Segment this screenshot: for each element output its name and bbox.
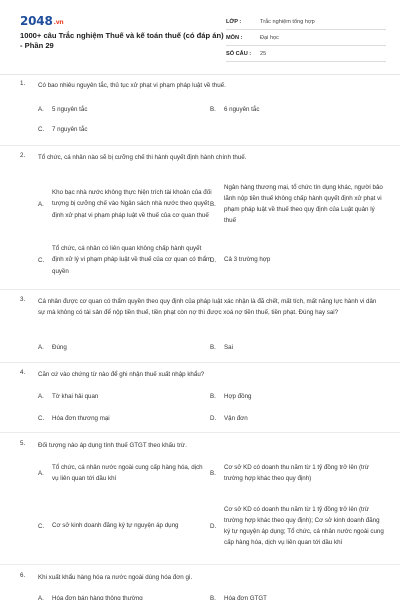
option-text: Hóa đơn GTGT: [224, 595, 267, 600]
option-d[interactable]: [210, 240, 386, 280]
option-letter: B.: [210, 595, 216, 600]
option-letter: A.: [38, 200, 44, 208]
option-text: Cơ sở KD có doanh thu năm từ 1 tỷ đồng trở lên (trừ trường hợp khác theo quy định); Cơ sở kinh doanh đăng ký tự nguyện áp dụng; Tổ chức, cá nhân nước ngoài cung cấp hàng hóa, dịch vụ liên quan tới dầu khí: [224, 505, 384, 547]
option-letter: C.: [38, 256, 45, 264]
option-b[interactable]: [210, 342, 382, 353]
question-text: Đối tượng nào áp dụng tính thuế GTGT theo khấu trừ.: [38, 442, 187, 449]
option-text: Vận đơn: [224, 415, 248, 422]
question-divider: [0, 564, 400, 565]
meta-value: 25: [260, 50, 267, 57]
question-divider: [0, 362, 400, 363]
question-1: [20, 80, 386, 140]
option-letter: C.: [38, 415, 45, 423]
option-letter: B.: [210, 469, 216, 477]
site-logo[interactable]: [20, 14, 63, 28]
document-title: 1000+ câu Trắc nghiệm Thuế và kế toán thuế (có đáp án) - Phần 29: [20, 31, 224, 50]
option-a[interactable]: [38, 172, 213, 236]
option-text: Đúng: [52, 344, 67, 351]
question-number: 6.: [20, 572, 26, 579]
option-text: 5 nguyên tắc: [52, 106, 88, 113]
option-text: Hóa đơn thương mại: [52, 415, 110, 422]
question-number: 4.: [20, 369, 26, 376]
meta-row-subject: [226, 30, 386, 46]
header-divider: [0, 74, 400, 75]
option-text: Cả 3 trường hợp: [224, 256, 271, 264]
option-b[interactable]: [210, 391, 382, 402]
option-letter: D.: [210, 522, 217, 530]
option-letter: D.: [210, 415, 217, 423]
option-letter: A.: [38, 595, 44, 600]
meta-key: SỐ CÂU :: [226, 50, 252, 57]
option-letter: B.: [210, 393, 216, 401]
option-text: Hóa đơn bán hàng thông thường: [52, 595, 143, 600]
option-a[interactable]: [38, 593, 210, 600]
question-5: [20, 440, 386, 560]
option-text: Sai: [224, 344, 233, 351]
option-text: Cơ sở kinh doanh đăng ký tự nguyện áp dụng: [52, 522, 179, 530]
option-letter: C.: [38, 126, 45, 134]
question-text: Tổ chức, cá nhân nào sẽ bị cưỡng chế thi hành quyết định hành chính thuế.: [38, 154, 247, 161]
question-number: 1.: [20, 80, 26, 87]
option-letter: C.: [38, 522, 45, 530]
option-letter: D.: [210, 256, 217, 264]
option-letter: B.: [210, 106, 216, 114]
option-a[interactable]: [38, 391, 210, 402]
meta-key: MÔN :: [226, 34, 243, 41]
meta-row-class: [226, 14, 386, 30]
question-divider: [0, 289, 400, 290]
logo-text: 2048: [20, 14, 53, 28]
option-text: Hợp đồng: [224, 393, 252, 400]
question-divider: [0, 432, 400, 433]
option-text: Tổ chức, cá nhân có liên quan không chấp hành quyết định xử lý vi phạm pháp luật về thuế của cơ quan có thẩm quyền: [52, 245, 212, 275]
option-text: 7 nguyên tắc: [52, 126, 88, 133]
meta-value: Trắc nghiệm tổng hợp: [260, 18, 315, 25]
option-d[interactable]: [210, 494, 386, 558]
option-letter: A.: [38, 393, 44, 401]
option-letter: A.: [38, 106, 44, 114]
option-c[interactable]: [38, 413, 210, 424]
option-a[interactable]: [38, 342, 210, 353]
question-text: Cá nhân được cơ quan có thẩm quyền theo quy định của pháp luật xác nhận là đã chết, mất tích, mất năng lực hành vi dân sự mà không có tài sản để nộp tiền thuế, tiền phạt còn nợ thì được xoá nợ tiền thuế, tiền phạt. Đúng hay sai?: [38, 298, 377, 317]
meta-key: LỚP :: [226, 18, 242, 25]
option-a[interactable]: [38, 104, 210, 115]
option-text: 6 nguyên tắc: [224, 106, 260, 113]
option-a[interactable]: [38, 460, 210, 486]
question-2: [20, 152, 386, 287]
option-b[interactable]: [210, 593, 382, 600]
option-text: Ngân hàng thương mại, tổ chức tín dụng khác, người bảo lãnh nộp tiền thuế không chấp hành quyết định xử phạt vi phạm pháp luật về thuế theo quy định của Luật quản lý thuế: [224, 183, 383, 225]
question-number: 3.: [20, 296, 26, 303]
option-c[interactable]: [38, 240, 213, 280]
meta-value: Đại học: [260, 34, 279, 41]
option-letter: A.: [38, 469, 44, 477]
option-text: Tổ chức, cá nhân nước ngoài cung cấp hàng hóa, dịch vụ liên quan tới dầu khí: [52, 463, 203, 482]
meta-row-count: [226, 46, 386, 62]
option-b[interactable]: [210, 460, 386, 486]
option-d[interactable]: [210, 413, 382, 424]
option-b[interactable]: [210, 104, 382, 115]
option-letter: B.: [210, 200, 216, 208]
logo-suffix: .vn: [53, 19, 64, 26]
question-number: 5.: [20, 440, 26, 447]
question-4: [20, 369, 386, 429]
question-text: Có bao nhiêu nguyên tắc, thủ tục xử phạt vi phạm pháp luật về thuế.: [38, 82, 226, 89]
document-header: [0, 0, 400, 64]
option-text: Cơ sở KD có doanh thu năm từ 1 tỷ đồng trở lên (trừ trường hợp khác theo quy định): [224, 463, 369, 482]
option-letter: B.: [210, 344, 216, 352]
option-text: Kho bạc nhà nước không thực hiện trích tài khoản của đối tượng bị cưỡng chế vào Ngân sách nhà nước theo quyết định xử phạt vi phạm pháp luật về thuế của cơ quan thuế: [52, 189, 212, 219]
option-text: Tờ khai hải quan: [52, 393, 99, 400]
question-text: Căn cứ vào chứng từ nào để ghi nhận thuế xuất nhập khẩu?: [38, 371, 205, 378]
question-3: [20, 296, 386, 358]
option-letter: A.: [38, 344, 44, 352]
document-meta: [226, 14, 386, 62]
question-6: [20, 572, 386, 600]
option-c[interactable]: [38, 124, 210, 135]
question-divider: [0, 145, 400, 146]
question-number: 2.: [20, 152, 26, 159]
option-b[interactable]: [210, 172, 386, 236]
option-c[interactable]: [38, 494, 210, 558]
question-text: Khi xuất khẩu hàng hóa ra nước ngoài dùng hóa đơn gì.: [38, 574, 193, 581]
